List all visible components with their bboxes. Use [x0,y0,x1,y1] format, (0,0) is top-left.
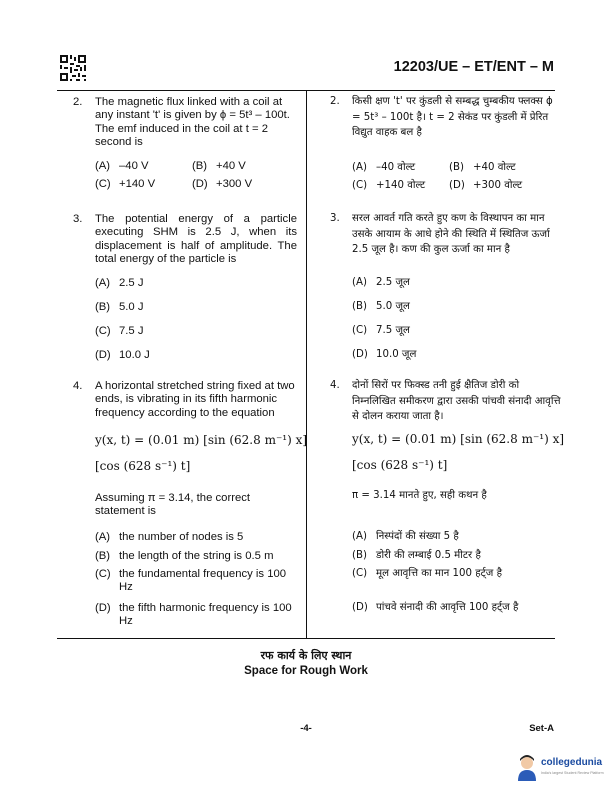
rough-work-label: Space for Rough Work [244,665,368,677]
rough-work-label-hindi: रफ कार्य के लिए स्थान [260,649,352,662]
option-c: (C) 7.5 जूल [352,325,410,336]
question-4-en [73,380,308,628]
option-a: (A) 2.5 J [95,277,144,289]
question-text: सरल आवर्त गति करते हुए कण के विस्थापन का मान उसके आयाम के आधे होने की स्थिति में स्थितिज ऊर्जा 2.5 जूल है। कण की कुल ऊर्जा का मान है [352,213,550,255]
question-3-hi [330,211,562,360]
option-b: (B) डोरी की लम्बाई 0.5 मीटर है [352,550,481,561]
option-b: (B) +40 वोल्ट [449,162,516,173]
option-a: (A) निस्पंदों की संख्या 5 है [352,531,459,542]
logo-tagline: India's largest Student Review Platform [541,771,604,775]
question-text: The magnetic flux linked with a coil at any instant 't' is given by ϕ = 5t³ – 100t. The emf induced in the coil at t = 2 second is [95,96,290,149]
option-b: (B) the length of the string is 0.5 m [95,550,274,562]
question-number: 3. [330,213,340,224]
option-d: (D) the fifth harmonic frequency is 100 Hz [95,602,292,628]
option-b: (B) 5.0 J [95,301,144,313]
question-number: 3. [73,213,83,225]
question-2-en [73,96,297,190]
question-2-hi [330,94,562,191]
assumption-text: Assuming π = 3.14, the correct statement is [95,492,251,518]
option-c: (C) +140 V [95,178,156,190]
question-number: 4. [73,380,83,392]
question-number: 2. [73,96,83,108]
collegedunia-logo [515,751,605,785]
option-d: (D) +300 V [192,178,253,190]
equation-line-2: [cos (628 s⁻¹) t] [352,458,448,472]
question-number: 2. [330,96,340,107]
equation-line-2: [cos (628 s⁻¹) t] [95,459,191,473]
question-text: A horizontal stretched string fixed at two ends, is vibrating in its fifth harmonic frequency according to the equation [95,380,295,419]
question-4-hi [330,378,565,613]
question-3-en [73,213,297,361]
qr-code [60,55,86,81]
question-text: किसी क्षण 't' पर कुंडली से सम्बद्ध चुम्बकीय फ्लक्स ϕ = 5t³ – 100t है। t = 2 सेकंड पर कुंडली में प्रेरित विद्युत वाहक बल है [352,96,553,138]
option-b: (B) +40 V [192,160,246,172]
option-c: (C) +140 वोल्ट [352,180,426,191]
logo-name: collegedunia [541,757,603,768]
option-d: (D) पांचवे संनादी की आवृत्ति 100 हर्ट्ज है [352,602,519,613]
option-d: (D) 10.0 J [95,349,150,361]
equation-line-1: y(x, t) = (0.01 m) [sin (62.8 m⁻¹) x] [95,433,308,447]
page-number: -4- [300,723,312,734]
option-d: (D) +300 वोल्ट [449,180,523,191]
option-c: (C) मूल आवृत्ति का मान 100 हर्ट्ज है [352,568,502,579]
question-text: दोनों सिरों पर फिक्स्ड तनी हुई क्षैतिज डोरी को निम्नलिखित समीकरण द्वारा उसकी पांचवी संनादी आवृत्ति से दोलन कराया जाता है। [352,380,561,422]
option-a: (A) the number of nodes is 5 [95,531,244,543]
set-label: Set-A [529,723,554,734]
paper-code: 12203/UE – ET/ENT – M [393,59,554,75]
option-c: (C) 7.5 J [95,325,144,337]
option-a: (A) 2.5 जूल [352,277,410,288]
option-c: (C) the fundamental frequency is 100 Hz [95,568,287,594]
option-a: (A) –40 वोल्ट [352,162,416,173]
bottom-rule [57,638,555,639]
question-number: 4. [330,380,340,391]
option-d: (D) 10.0 जूल [352,349,417,360]
option-a: (A) –40 V [95,160,149,172]
question-text: The potential energy of a particle executing SHM is 2.5 J, when its displacement is half of amplitude. The total energy of the particle is [95,213,297,266]
equation-line-1: y(x, t) = (0.01 m) [sin (62.8 m⁻¹) x] [352,432,565,446]
student-avatar-icon [515,753,539,783]
option-b: (B) 5.0 जूल [352,301,410,312]
assumption-text: π = 3.14 मानते हुए, सही कथन है [352,490,487,501]
column-divider [306,90,307,638]
